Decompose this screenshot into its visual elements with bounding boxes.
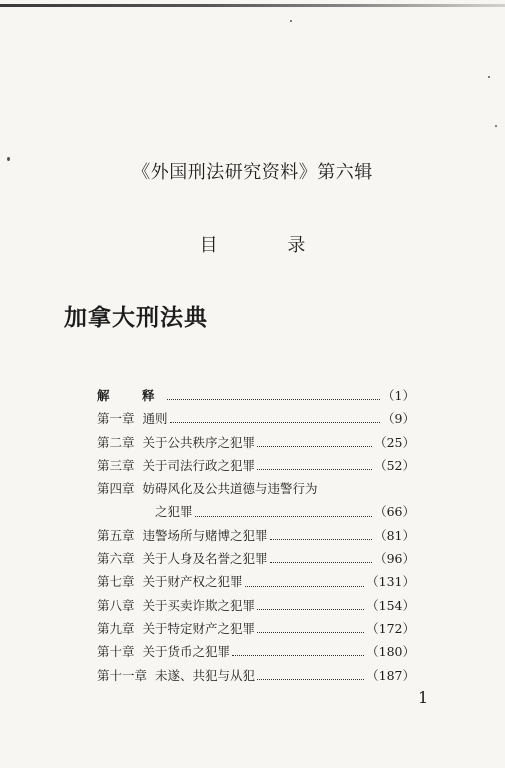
toc-leader-dots	[195, 516, 373, 517]
toc-page-number: （1）	[382, 388, 415, 403]
scan-edge-line	[0, 4, 505, 7]
series-title: 《外国刑法研究资料》第六辑	[132, 162, 373, 183]
toc-entry-title: 通则	[142, 411, 168, 427]
toc-page-number: （172）	[366, 620, 415, 636]
toc-entry	[97, 526, 415, 549]
toc-entry-title: 未遂、共犯与从犯	[155, 667, 256, 683]
toc-chapter-label: 第十章	[97, 644, 135, 660]
toc-entry-title: 违警场所与赌博之犯罪	[142, 527, 268, 543]
table-of-contents	[97, 386, 415, 689]
book-title: 加拿大刑法典	[64, 304, 208, 331]
scan-speck	[495, 125, 497, 127]
toc-chapter-label: 第八章	[97, 597, 135, 613]
toc-leader-dots	[270, 562, 373, 563]
toc-entry-title: 关于买卖诈欺之犯罪	[142, 597, 256, 613]
toc-leader-dots	[257, 609, 364, 610]
toc-entry	[97, 642, 415, 665]
toc-page-number: （9）	[382, 411, 415, 427]
toc-leader-dots	[257, 679, 364, 680]
toc-entry-title: 关于财产权之犯罪	[142, 574, 243, 590]
toc-entry	[97, 409, 415, 432]
toc-page-number: （96）	[374, 551, 415, 567]
toc-entry	[97, 456, 415, 479]
toc-page-number: （180）	[366, 644, 415, 660]
toc-entry-title: 关于司法行政之犯罪	[142, 457, 256, 473]
toc-page-number: （81）	[374, 527, 415, 543]
toc-leader-dots	[245, 586, 365, 587]
toc-heading: 目 录	[199, 235, 338, 256]
toc-leader-dots	[257, 469, 372, 470]
toc-chapter-label: 第十一章	[97, 667, 148, 683]
toc-chapter-label: 第五章	[97, 527, 135, 543]
scan-speck	[488, 76, 490, 78]
toc-entry-title: 关于货币之犯罪	[142, 644, 231, 660]
toc-entry-title: 之犯罪	[155, 504, 193, 520]
toc-entry	[97, 619, 415, 642]
toc-entry	[97, 549, 415, 572]
toc-page-number: （154）	[366, 597, 415, 613]
toc-page-number: （66）	[374, 504, 415, 520]
toc-leader-dots	[257, 446, 372, 447]
toc-chapter-label: 第一章	[97, 411, 135, 427]
toc-entry-title: 妨碍风化及公共道德与违警行为	[142, 481, 318, 497]
toc-chapter-label: 第二章	[97, 434, 135, 450]
toc-leader-dots	[170, 422, 381, 423]
toc-entry	[97, 502, 415, 525]
toc-entry	[97, 666, 415, 689]
toc-entry-title: 关于特定财产之犯罪	[142, 620, 256, 636]
toc-page-number: （131）	[366, 574, 415, 590]
toc-chapter-label: 第三章	[97, 457, 135, 473]
toc-page-number: （187）	[366, 667, 415, 683]
toc-leader-dots	[270, 539, 373, 540]
toc-entry	[97, 479, 415, 502]
toc-leader-dots	[167, 399, 381, 400]
toc-entry-title: 关于人身及名誉之犯罪	[142, 551, 268, 567]
toc-entry	[97, 572, 415, 595]
toc-chapter-label: 第九章	[97, 620, 135, 636]
toc-entry-title: 关于公共秩序之犯罪	[142, 434, 256, 450]
toc-chapter-label: 第六章	[97, 551, 135, 567]
toc-chapter-label: 第七章	[97, 574, 135, 590]
scan-speck	[290, 20, 292, 22]
toc-page-number: （25）	[374, 434, 415, 450]
toc-chapter-label: 第四章	[97, 481, 135, 497]
toc-page-number: （52）	[374, 457, 415, 473]
toc-leader-dots	[257, 632, 364, 633]
toc-entry	[97, 596, 415, 619]
toc-chapter-label: 解 释	[97, 388, 165, 403]
toc-entry	[97, 386, 415, 409]
toc-leader-dots	[232, 655, 364, 656]
page-number: 1	[418, 688, 429, 707]
toc-entry	[97, 433, 415, 456]
